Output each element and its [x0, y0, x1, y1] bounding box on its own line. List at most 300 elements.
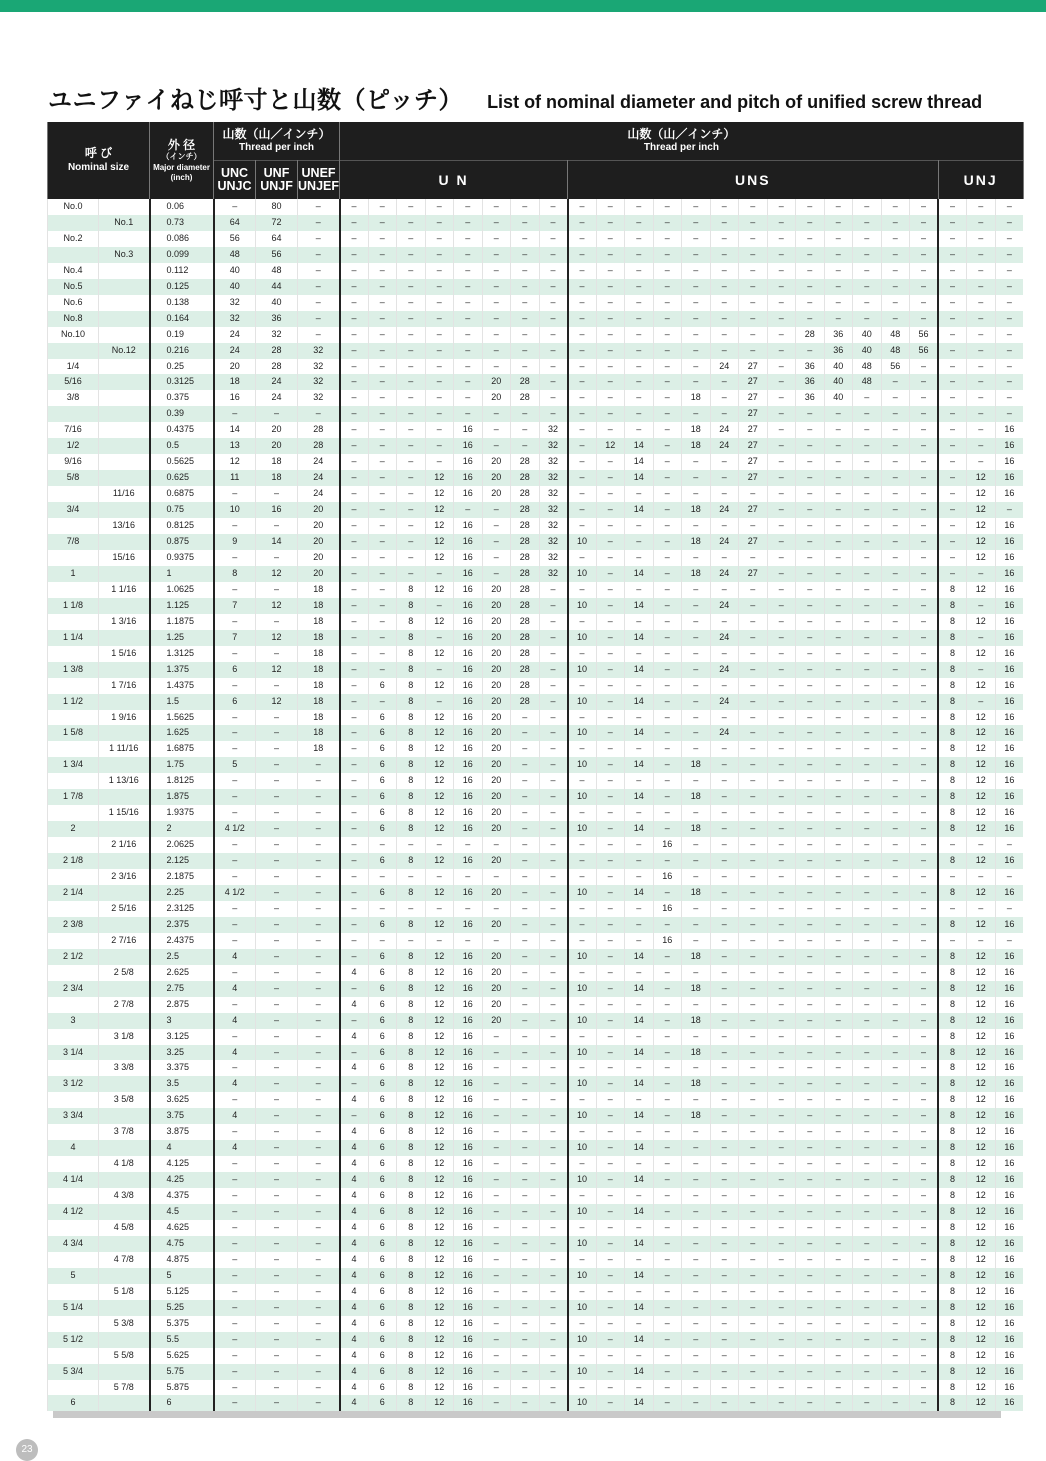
table-row: [48, 1364, 1024, 1380]
major-diameter-cell: 5.875: [150, 1380, 214, 1396]
thread-count-cell: 8: [397, 1060, 426, 1076]
thread-count-cell: –: [482, 1252, 511, 1268]
thread-count-cell: –: [425, 263, 454, 279]
thread-count-cell: –: [910, 630, 939, 646]
thread-count-cell: –: [938, 454, 967, 470]
thread-count-cell: –: [710, 1092, 739, 1108]
thread-count-cell: –: [682, 1395, 711, 1411]
thread-count-cell: 40: [214, 263, 256, 279]
thread-count-cell: –: [881, 614, 910, 630]
thread-count-cell: –: [710, 789, 739, 805]
thread-count-cell: –: [796, 1252, 825, 1268]
thread-count-cell: –: [910, 965, 939, 981]
thread-count-cell: –: [653, 997, 682, 1013]
thread-count-cell: 16: [454, 1300, 483, 1316]
thread-count-cell: –: [910, 710, 939, 726]
thread-count-cell: –: [682, 837, 711, 853]
thread-count-cell: 16: [995, 821, 1023, 837]
thread-count-cell: 6: [368, 1188, 397, 1204]
nominal-size-sub-cell: [99, 1140, 150, 1156]
thread-count-cell: –: [539, 327, 568, 343]
thread-count-cell: –: [511, 917, 540, 933]
thread-count-cell: 4: [340, 1332, 369, 1348]
thread-count-cell: –: [767, 327, 796, 343]
thread-count-cell: 16: [454, 917, 483, 933]
thread-count-cell: 18: [256, 454, 298, 470]
thread-count-cell: –: [910, 1029, 939, 1045]
nominal-size-cell: 3 1/2: [48, 1076, 99, 1092]
nominal-size-cell: [48, 933, 99, 949]
thread-count-cell: –: [881, 1060, 910, 1076]
thread-count-cell: –: [682, 997, 711, 1013]
thread-count-cell: –: [511, 327, 540, 343]
thread-count-cell: –: [824, 470, 853, 486]
thread-count-cell: 16: [995, 789, 1023, 805]
nominal-size-sub-cell: [99, 630, 150, 646]
nominal-size-sub-cell: [99, 359, 150, 375]
thread-count-cell: –: [995, 295, 1023, 311]
thread-count-cell: –: [967, 247, 996, 263]
thread-count-cell: 12: [967, 1316, 996, 1332]
thread-count-cell: –: [368, 279, 397, 295]
thread-count-cell: –: [539, 247, 568, 263]
thread-count-cell: –: [796, 837, 825, 853]
thread-count-cell: –: [767, 741, 796, 757]
thread-count-cell: –: [425, 566, 454, 582]
thread-count-cell: –: [739, 295, 768, 311]
thread-count-cell: –: [739, 614, 768, 630]
nominal-size-cell: [48, 869, 99, 885]
thread-count-cell: –: [397, 901, 426, 917]
thread-count-cell: –: [796, 1172, 825, 1188]
thread-count-cell: –: [653, 327, 682, 343]
thread-count-cell: 8: [397, 997, 426, 1013]
thread-count-cell: 8: [397, 1220, 426, 1236]
thread-count-cell: –: [682, 1332, 711, 1348]
thread-count-cell: –: [767, 1076, 796, 1092]
thread-count-cell: –: [796, 741, 825, 757]
thread-count-cell: –: [340, 757, 369, 773]
thread-count-cell: –: [710, 1108, 739, 1124]
thread-count-cell: –: [653, 566, 682, 582]
thread-count-cell: –: [910, 885, 939, 901]
thread-count-cell: –: [710, 821, 739, 837]
thread-count-cell: 12: [214, 454, 256, 470]
thread-count-cell: –: [596, 486, 625, 502]
thread-count-cell: –: [482, 1108, 511, 1124]
thread-count-cell: –: [710, 917, 739, 933]
thread-count-cell: 4: [340, 997, 369, 1013]
thread-count-cell: 8: [397, 725, 426, 741]
thread-count-cell: 12: [425, 1188, 454, 1204]
thread-count-cell: 56: [910, 327, 939, 343]
thread-count-cell: –: [298, 1092, 340, 1108]
thread-count-cell: –: [653, 454, 682, 470]
thread-count-cell: 18: [298, 662, 340, 678]
thread-count-cell: –: [910, 725, 939, 741]
nominal-size-sub-cell: [99, 853, 150, 869]
thread-count-cell: 8: [938, 1092, 967, 1108]
thread-count-cell: –: [298, 1156, 340, 1172]
thread-count-cell: –: [482, 502, 511, 518]
thread-count-cell: –: [397, 470, 426, 486]
thread-count-cell: –: [824, 1316, 853, 1332]
thread-count-cell: 24: [710, 598, 739, 614]
thread-count-cell: –: [214, 646, 256, 662]
thread-count-cell: –: [710, 1204, 739, 1220]
thread-count-cell: 12: [967, 1332, 996, 1348]
thread-count-cell: –: [710, 406, 739, 422]
thread-count-cell: 16: [995, 518, 1023, 534]
thread-count-cell: 8: [397, 1092, 426, 1108]
thread-count-cell: –: [482, 1140, 511, 1156]
thread-count-cell: 48: [214, 247, 256, 263]
thread-count-cell: –: [824, 837, 853, 853]
thread-count-cell: –: [653, 1045, 682, 1061]
nominal-size-cell: 5: [48, 1268, 99, 1284]
thread-count-cell: –: [938, 901, 967, 917]
thread-count-cell: –: [298, 1348, 340, 1364]
thread-count-cell: 14: [625, 1140, 654, 1156]
thread-count-cell: –: [596, 1045, 625, 1061]
thread-count-cell: –: [539, 694, 568, 710]
thread-count-cell: 20: [298, 550, 340, 566]
nominal-size-cell: 1 3/8: [48, 662, 99, 678]
table-row: [48, 853, 1024, 869]
thread-count-cell: –: [596, 773, 625, 789]
thread-count-cell: –: [653, 438, 682, 454]
thread-count-cell: –: [340, 598, 369, 614]
nominal-size-cell: [48, 406, 99, 422]
thread-count-cell: –: [256, 1348, 298, 1364]
thread-count-cell: –: [298, 279, 340, 295]
thread-count-cell: 16: [454, 1092, 483, 1108]
thread-count-cell: 12: [967, 853, 996, 869]
thread-count-cell: 18: [682, 438, 711, 454]
thread-count-cell: 12: [967, 997, 996, 1013]
table-row: [48, 279, 1024, 295]
thread-count-cell: 16: [995, 1013, 1023, 1029]
thread-count-cell: –: [910, 598, 939, 614]
nominal-size-sub-cell: [99, 789, 150, 805]
thread-count-cell: 12: [425, 949, 454, 965]
thread-count-cell: –: [967, 359, 996, 375]
thread-count-cell: 20: [482, 710, 511, 726]
thread-count-cell: –: [910, 1300, 939, 1316]
thread-count-cell: –: [653, 710, 682, 726]
thread-count-cell: –: [824, 773, 853, 789]
nominal-size-cell: 1/4: [48, 359, 99, 375]
thread-count-cell: –: [767, 1236, 796, 1252]
thread-count-cell: –: [710, 215, 739, 231]
thread-count-cell: –: [767, 1332, 796, 1348]
header-diameter-jp: 外 径: [167, 137, 196, 152]
thread-count-cell: 24: [214, 343, 256, 359]
thread-count-cell: –: [368, 486, 397, 502]
thread-count-cell: –: [596, 1076, 625, 1092]
thread-count-cell: 14: [625, 757, 654, 773]
thread-count-cell: –: [710, 646, 739, 662]
thread-count-cell: 10: [568, 1268, 597, 1284]
thread-count-cell: –: [967, 406, 996, 422]
thread-count-cell: –: [454, 247, 483, 263]
nominal-size-sub-cell: 1 13/16: [99, 773, 150, 789]
thread-count-cell: –: [653, 965, 682, 981]
nominal-size-cell: 1 1/8: [48, 598, 99, 614]
thread-count-cell: –: [881, 1172, 910, 1188]
table-row: [48, 917, 1024, 933]
nominal-size-sub-cell: [99, 1300, 150, 1316]
thread-count-cell: –: [256, 1092, 298, 1108]
thread-count-cell: –: [298, 1013, 340, 1029]
thread-count-cell: 8: [397, 1380, 426, 1396]
thread-count-cell: 12: [967, 646, 996, 662]
thread-count-cell: –: [256, 821, 298, 837]
thread-count-cell: –: [482, 518, 511, 534]
thread-count-cell: –: [653, 231, 682, 247]
thread-count-cell: –: [596, 997, 625, 1013]
major-diameter-cell: 5.625: [150, 1348, 214, 1364]
thread-count-cell: –: [482, 263, 511, 279]
thread-count-cell: –: [653, 1268, 682, 1284]
thread-count-cell: –: [511, 821, 540, 837]
thread-count-cell: –: [767, 359, 796, 375]
thread-count-cell: –: [425, 311, 454, 327]
thread-count-cell: –: [298, 295, 340, 311]
nominal-size-cell: [48, 215, 99, 231]
thread-count-cell: –: [454, 374, 483, 390]
thread-count-cell: 14: [625, 949, 654, 965]
thread-count-cell: –: [511, 343, 540, 359]
thread-count-cell: –: [653, 789, 682, 805]
thread-count-cell: –: [298, 1172, 340, 1188]
table-row: [48, 789, 1024, 805]
major-diameter-cell: 0.06: [150, 199, 214, 215]
thread-count-cell: –: [596, 1284, 625, 1300]
thread-count-cell: –: [340, 343, 369, 359]
nominal-size-sub-cell: [99, 1364, 150, 1380]
thread-count-cell: –: [881, 630, 910, 646]
thread-count-cell: 12: [425, 502, 454, 518]
thread-count-cell: –: [653, 247, 682, 263]
nominal-size-cell: [48, 1124, 99, 1140]
thread-count-cell: –: [881, 933, 910, 949]
thread-count-cell: –: [214, 582, 256, 598]
thread-count-cell: –: [824, 1268, 853, 1284]
thread-count-cell: –: [910, 1060, 939, 1076]
thread-count-cell: 28: [511, 454, 540, 470]
thread-count-cell: –: [767, 1045, 796, 1061]
thread-count-cell: –: [454, 837, 483, 853]
thread-count-cell: –: [653, 694, 682, 710]
thread-count-cell: 12: [967, 502, 996, 518]
thread-count-cell: –: [796, 343, 825, 359]
thread-count-cell: –: [938, 359, 967, 375]
thread-count-cell: –: [256, 1076, 298, 1092]
thread-count-cell: 32: [214, 311, 256, 327]
nominal-size-sub-cell: [99, 1013, 150, 1029]
thread-count-cell: 13: [214, 438, 256, 454]
thread-count-cell: –: [425, 327, 454, 343]
thread-count-cell: –: [625, 1188, 654, 1204]
thread-count-cell: –: [653, 1108, 682, 1124]
thread-count-cell: –: [796, 231, 825, 247]
thread-count-cell: –: [298, 837, 340, 853]
thread-count-cell: 32: [539, 566, 568, 582]
thread-count-cell: –: [298, 789, 340, 805]
thread-count-cell: –: [824, 741, 853, 757]
thread-count-cell: 16: [454, 1188, 483, 1204]
major-diameter-cell: 2.25: [150, 885, 214, 901]
thread-count-cell: 32: [298, 343, 340, 359]
thread-count-cell: –: [910, 199, 939, 215]
thread-count-cell: –: [625, 901, 654, 917]
thread-count-cell: –: [368, 374, 397, 390]
thread-count-cell: –: [824, 1013, 853, 1029]
thread-count-cell: –: [539, 662, 568, 678]
thread-count-cell: 20: [482, 773, 511, 789]
table-row: [48, 1060, 1024, 1076]
thread-count-cell: –: [482, 534, 511, 550]
table-body: [48, 199, 1024, 1411]
thread-count-cell: 12: [967, 582, 996, 598]
nominal-size-cell: [48, 486, 99, 502]
thread-count-cell: 36: [824, 327, 853, 343]
thread-count-cell: –: [967, 374, 996, 390]
nominal-size-cell: [48, 837, 99, 853]
thread-count-cell: 32: [539, 422, 568, 438]
thread-count-cell: 20: [482, 725, 511, 741]
thread-count-cell: –: [511, 1380, 540, 1396]
header-unef: UNEF: [301, 165, 336, 180]
thread-count-cell: –: [824, 1188, 853, 1204]
thread-count-cell: –: [881, 1236, 910, 1252]
nominal-size-sub-cell: [99, 534, 150, 550]
thread-count-cell: 12: [967, 470, 996, 486]
thread-count-cell: –: [568, 1188, 597, 1204]
thread-count-cell: –: [910, 422, 939, 438]
nominal-size-cell: No.8: [48, 311, 99, 327]
thread-count-cell: –: [214, 1395, 256, 1411]
nominal-size-cell: 1/2: [48, 438, 99, 454]
thread-count-cell: 4: [340, 1348, 369, 1364]
thread-count-cell: –: [298, 199, 340, 215]
major-diameter-cell: 0.75: [150, 502, 214, 518]
thread-count-cell: –: [824, 247, 853, 263]
thread-count-cell: 14: [625, 1364, 654, 1380]
thread-count-cell: –: [682, 1316, 711, 1332]
thread-count-cell: –: [368, 694, 397, 710]
thread-count-cell: –: [511, 199, 540, 215]
table-row: [48, 1380, 1024, 1396]
thread-count-cell: 28: [511, 486, 540, 502]
major-diameter-cell: 1.25: [150, 630, 214, 646]
thread-count-cell: –: [653, 1172, 682, 1188]
thread-count-cell: 36: [796, 374, 825, 390]
thread-count-cell: –: [214, 550, 256, 566]
thread-count-cell: –: [368, 422, 397, 438]
top-accent-bar: [0, 0, 1046, 12]
thread-count-cell: –: [767, 486, 796, 502]
thread-count-cell: 8: [938, 1045, 967, 1061]
thread-count-cell: –: [511, 885, 540, 901]
thread-count-cell: 28: [256, 343, 298, 359]
thread-count-cell: –: [767, 646, 796, 662]
thread-count-cell: –: [539, 263, 568, 279]
thread-count-cell: –: [511, 1045, 540, 1061]
thread-count-cell: –: [625, 1220, 654, 1236]
table-row: [48, 390, 1024, 406]
thread-count-cell: –: [340, 374, 369, 390]
thread-count-cell: –: [256, 1268, 298, 1284]
thread-count-cell: 10: [568, 1236, 597, 1252]
thread-count-cell: –: [256, 981, 298, 997]
thread-count-cell: 16: [995, 917, 1023, 933]
thread-count-cell: –: [796, 773, 825, 789]
thread-count-cell: –: [967, 311, 996, 327]
thread-count-cell: –: [796, 1236, 825, 1252]
thread-count-cell: –: [881, 885, 910, 901]
nominal-size-sub-cell: 11/16: [99, 486, 150, 502]
thread-count-cell: –: [767, 438, 796, 454]
table-row: [48, 263, 1024, 279]
thread-count-cell: 10: [568, 1395, 597, 1411]
thread-count-cell: –: [824, 1108, 853, 1124]
thread-count-cell: 32: [298, 359, 340, 375]
thread-count-cell: –: [682, 901, 711, 917]
thread-count-cell: –: [739, 1364, 768, 1380]
thread-count-cell: –: [368, 359, 397, 375]
thread-count-cell: –: [739, 279, 768, 295]
thread-count-cell: –: [214, 901, 256, 917]
thread-count-cell: 16: [454, 741, 483, 757]
thread-count-cell: 16: [454, 422, 483, 438]
nominal-size-cell: 1 1/2: [48, 694, 99, 710]
thread-count-cell: –: [340, 518, 369, 534]
thread-count-cell: –: [910, 247, 939, 263]
thread-count-cell: 8: [397, 741, 426, 757]
thread-count-cell: –: [298, 1268, 340, 1284]
thread-count-cell: –: [910, 1380, 939, 1396]
nominal-size-sub-cell: [99, 502, 150, 518]
nominal-size-sub-cell: [99, 1204, 150, 1220]
thread-count-cell: –: [881, 1284, 910, 1300]
thread-count-cell: 12: [256, 662, 298, 678]
major-diameter-cell: 1.6875: [150, 741, 214, 757]
thread-count-cell: –: [539, 1348, 568, 1364]
thread-count-cell: –: [340, 773, 369, 789]
thread-count-cell: 20: [482, 470, 511, 486]
thread-count-cell: –: [682, 1204, 711, 1220]
thread-count-cell: –: [739, 486, 768, 502]
nominal-size-cell: 2: [48, 821, 99, 837]
nominal-size-cell: [48, 1220, 99, 1236]
thread-count-cell: 6: [368, 1380, 397, 1396]
thread-count-cell: –: [511, 773, 540, 789]
thread-count-cell: 18: [256, 470, 298, 486]
thread-count-cell: –: [767, 710, 796, 726]
thread-count-cell: –: [739, 598, 768, 614]
thread-count-cell: –: [256, 885, 298, 901]
thread-count-cell: –: [214, 917, 256, 933]
thread-count-cell: –: [596, 1380, 625, 1396]
thread-count-cell: –: [767, 263, 796, 279]
table-row: [48, 1013, 1024, 1029]
header-nominal-size: [48, 122, 150, 199]
thread-count-cell: –: [910, 741, 939, 757]
thread-count-cell: 27: [739, 502, 768, 518]
thread-count-cell: –: [653, 1188, 682, 1204]
